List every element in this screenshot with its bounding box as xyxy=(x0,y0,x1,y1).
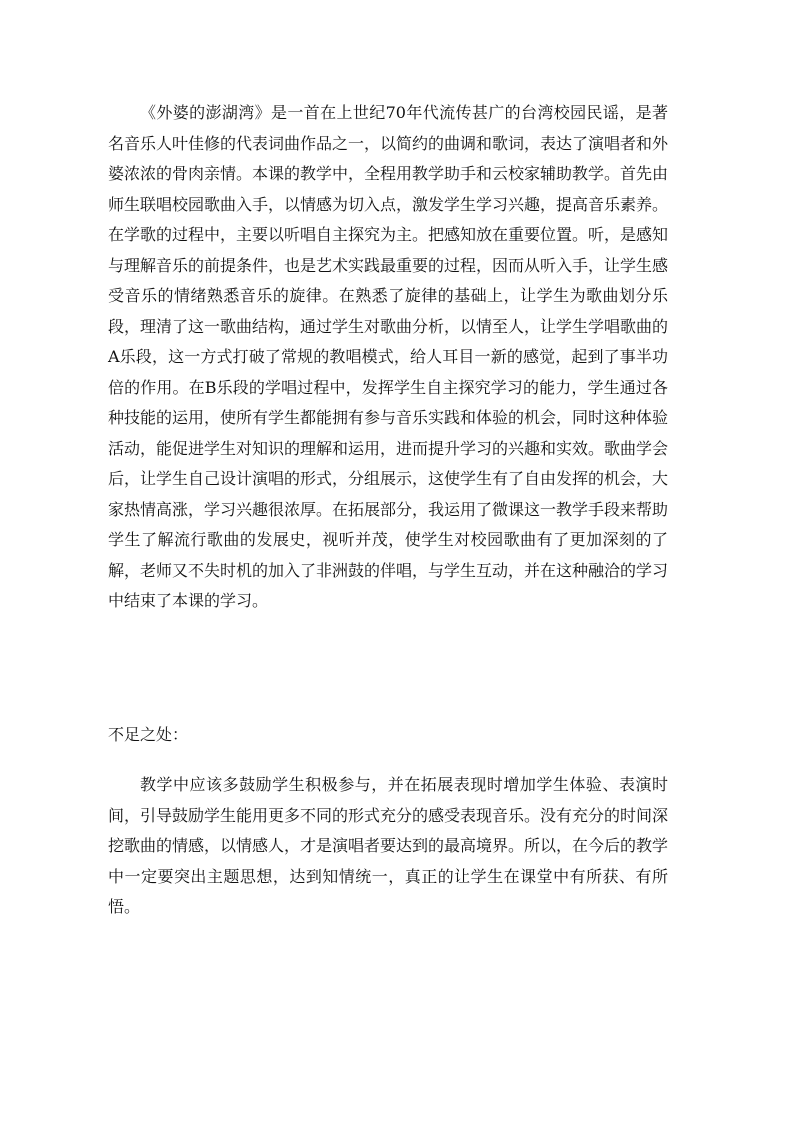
reflection-paragraph: 《外婆的澎湖湾》是一首在上世纪70年代流传甚广的台湾校园民谣，是著名音乐人叶佳修的代表词曲作品之一，以简约的曲调和歌词，表达了演唱者和外婆浓浓的骨肉亲情。本课的教学中，全程用教学助手和云校家辅助教学。首先由师生联唱校园歌曲入手，以情感为切入点，激发学生学习兴趣，提高音乐素养。在学歌的过程中，主要以听唱自主探究为主。把感知放在重要位置。听，是感知与理解音乐的前提条件，也是艺术实践最重要的过程，因而从听入手，让学生感受音乐的情绪熟悉音乐的旋律。在熟悉了旋律的基础上，让学生为歌曲划分乐段，理清了这一歌曲结构，通过学生对歌曲分析，以情至人，让学生学唱歌曲的A乐段，这一方式打破了常规的教唱模式，给人耳目一新的感觉，起到了事半功倍的作用。在B乐段的学唱过程中，发挥学生自主探究学习的能力，学生通过各种技能的运用，使所有学生都能拥有参与音乐实践和体验的机会，同时这种体验活动，能促进学生对知识的理解和运用，进而提升学习的兴趣和实效。歌曲学会后，让学生自己设计演唱的形式，分组展示，这使学生有了自由发挥的机会，大家热情高涨，学习兴趣很浓厚。在拓展部分，我运用了微课这一教学手段来帮助学生了解流行歌曲的发展史，视听并茂，使学生对校园歌曲有了更加深刻的了解，老师又不失时机的加入了非洲鼓的伴唱，与学生互动，并在这种融洽的学习中结束了本课的学习。 xyxy=(108,103,669,610)
shortcomings-paragraph: 教学中应该多鼓励学生积极参与，并在拓展表现时增加学生体验、表演时间，引导鼓励学生能用更多不同的形式充分的感受表现音乐。没有充分的时间深挖歌曲的情感，以情感人，才是演唱者要达到的最高境界。所以，在今后的教学中一定要突出主题思想，达到知情统一，真正的让学生在课堂中有所获、有所悟。 xyxy=(108,775,669,916)
shortcomings-heading: 不足之处： xyxy=(108,725,189,744)
main-text-block xyxy=(108,98,668,617)
